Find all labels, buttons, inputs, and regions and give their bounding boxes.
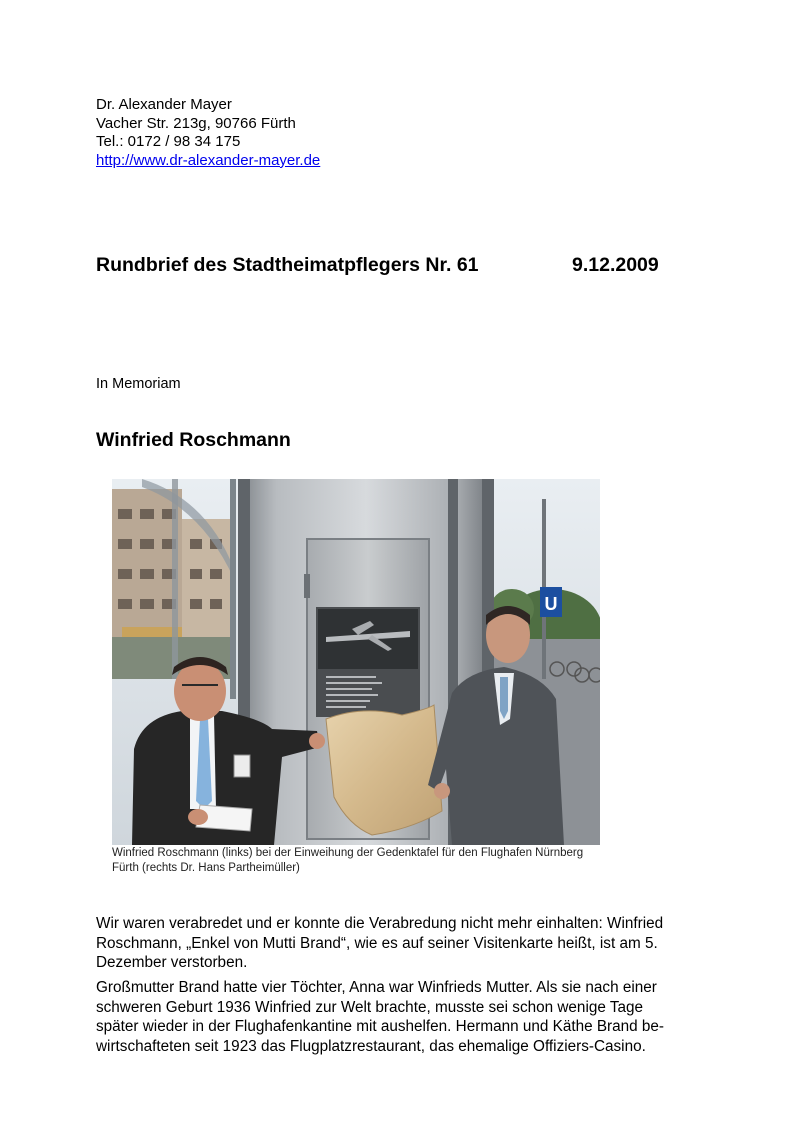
paragraph-line: später wieder in der Flughafenkantine mit aushelfen. Hermann und Käthe Brand be-	[96, 1018, 665, 1035]
paragraph-line: wirtschafteten seit 1923 das Flugplatzrestaurant, das ehemalige Offiziers-Casino.	[96, 1037, 646, 1055]
paragraph-line: Roschmann, „Enkel von Mutti Brand“, wie es auf seiner Visitenkarte heißt, ist am 5.	[96, 934, 658, 952]
article-title: Winfried Roschmann	[96, 429, 291, 451]
memorial-photo-illustration	[112, 479, 600, 845]
newsletter-headline	[96, 254, 696, 277]
sender-block	[96, 96, 320, 170]
paragraph-line: Großmutter Brand hatte vier Töchter, Anna war Winfrieds Mutter. Als sie nach einer	[96, 979, 657, 996]
newsletter-title: Rundbrief des Stadtheimatpflegers Nr. 61	[96, 254, 479, 276]
sender-website-link[interactable]: http://www.dr-alexander-mayer.de	[96, 151, 321, 169]
sender-address: Vacher Str. 213g, 90766 Fürth	[96, 114, 296, 132]
memorial-plaque	[316, 607, 420, 717]
paragraph-line: schweren Geburt 1936 Winfried zur Welt brachte, musste sei schon wenige Tage	[96, 998, 643, 1016]
section-label: In Memoriam	[96, 376, 181, 392]
photo-caption	[112, 846, 612, 876]
sender-phone: Tel.: 0172 / 98 34 175	[96, 133, 241, 150]
ubahn-sign-letter: U	[544, 594, 558, 614]
ubahn-sign	[540, 587, 562, 617]
paragraph	[96, 978, 708, 1056]
photo-caption-line: Winfried Roschmann (links) bei der Einweihung der Gedenktafel für den Flughafen Nürnberg	[112, 847, 584, 859]
paragraph-line: Wir waren verabredet und er konnte die Verabredung nicht mehr einhalten: Winfried	[96, 915, 664, 932]
sender-name: Dr. Alexander Mayer	[96, 96, 232, 113]
paragraph	[96, 914, 708, 973]
paragraph-line: Dezember verstorben.	[96, 954, 248, 971]
newsletter-date: 9.12.2009	[572, 254, 659, 276]
memorial-photo	[112, 479, 600, 845]
photo-caption-line: Fürth (rechts Dr. Hans Partheimüller)	[112, 862, 300, 874]
